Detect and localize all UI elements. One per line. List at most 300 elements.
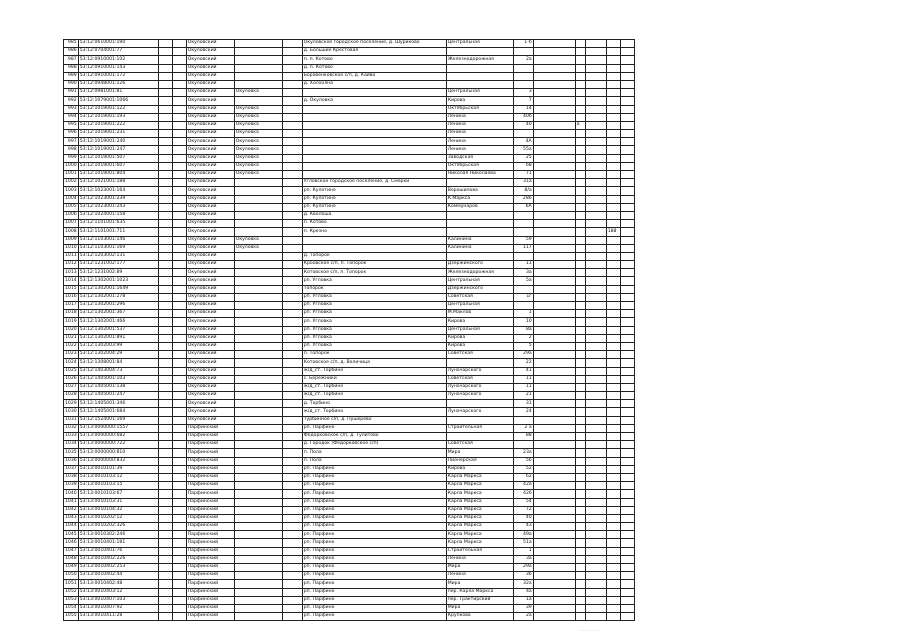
table-cell (575, 64, 585, 72)
table-cell (282, 211, 302, 219)
table-cell: Ленина (446, 146, 513, 154)
table-cell (172, 89, 186, 97)
table-cell: Парфинский (186, 539, 234, 547)
table-cell (585, 596, 606, 604)
table-cell (302, 146, 446, 154)
table-cell: Мира (446, 449, 513, 457)
table-cell (282, 416, 302, 424)
table-cell (282, 367, 302, 375)
table-cell (158, 64, 172, 72)
table-cell: ж/д_ст. Торбино (302, 392, 446, 400)
table-cell: 53:12:1019001:222 (78, 121, 158, 129)
table-cell: 1 (513, 547, 533, 555)
table-cell: Боровёнковское с/п, д. Кайво (302, 72, 446, 80)
table-row (64, 236, 635, 244)
table-cell (620, 302, 634, 310)
table-cell: 53:12:1023001:243 (78, 203, 158, 211)
table-cell (620, 572, 634, 580)
table-cell (575, 531, 585, 539)
table-cell (172, 441, 186, 449)
table-row (64, 121, 635, 129)
table-cell (533, 547, 575, 555)
table-cell: Котовское с/п, д. Воличица (302, 359, 446, 367)
table-row (64, 514, 635, 522)
table-cell: 53:12:1019001:193 (78, 113, 158, 121)
table-cell (234, 48, 282, 56)
table-cell (585, 269, 606, 277)
table-cell (302, 105, 446, 113)
property-table (63, 39, 635, 621)
table-cell (533, 285, 575, 293)
table-cell (575, 310, 585, 318)
table-cell: Окуловка (234, 121, 282, 129)
table-cell: 29а (513, 351, 533, 359)
table-cell (172, 351, 186, 359)
table-cell: 1029 (64, 400, 79, 408)
table-cell (606, 105, 620, 113)
table-cell (533, 302, 575, 310)
table-cell: Мира (446, 564, 513, 572)
table-row (64, 375, 635, 383)
table-cell (620, 171, 634, 179)
table-cell (620, 277, 634, 285)
table-cell: 22 (513, 359, 533, 367)
table-cell: Советская (446, 375, 513, 383)
table-cell (585, 457, 606, 465)
table-cell (620, 310, 634, 318)
table-cell (172, 318, 186, 326)
table-cell (302, 154, 446, 162)
table-cell (282, 604, 302, 612)
table-cell: Карла Маркса (446, 514, 513, 522)
table-cell (172, 359, 186, 367)
table-cell (620, 146, 634, 154)
table-cell (282, 244, 302, 252)
table-cell (158, 531, 172, 539)
table-cell: 1026 (64, 375, 79, 383)
table-cell: Центральная (446, 89, 513, 97)
table-cell (606, 162, 620, 170)
table-cell (620, 465, 634, 473)
table-cell (172, 105, 186, 113)
table-cell (533, 40, 575, 48)
table-cell (585, 334, 606, 342)
table-cell (172, 400, 186, 408)
table-cell (158, 547, 172, 555)
table-cell (533, 236, 575, 244)
table-cell (282, 113, 302, 121)
table-cell: Окуловский (186, 130, 234, 138)
table-cell (302, 89, 446, 97)
table-cell (533, 179, 575, 187)
table-cell (575, 383, 585, 391)
table-cell (606, 408, 620, 416)
table-cell (302, 244, 446, 252)
table-cell (575, 572, 585, 580)
table-cell (606, 555, 620, 563)
table-cell: 11 (513, 375, 533, 383)
table-cell: рп. Парфино (302, 564, 446, 572)
table-cell (533, 64, 575, 72)
table-cell: 1016 (64, 293, 79, 301)
table-cell (234, 195, 282, 203)
table-row (64, 539, 635, 547)
table-cell (575, 179, 585, 187)
table-cell (158, 375, 172, 383)
table-cell (172, 572, 186, 580)
table-cell (620, 130, 634, 138)
table-cell: 29а (513, 564, 533, 572)
table-cell: Окуловский (186, 203, 234, 211)
table-cell (533, 490, 575, 498)
table-cell: 2 (513, 334, 533, 342)
table-cell (158, 490, 172, 498)
table-cell (575, 482, 585, 490)
table-cell: Парфинский (186, 498, 234, 506)
table-cell (234, 408, 282, 416)
table-row (64, 351, 635, 359)
table-cell (158, 400, 172, 408)
table-row (64, 596, 635, 604)
table-cell: 53:13:0010103:15 (78, 482, 158, 490)
table-cell (606, 416, 620, 424)
table-cell: 987 (64, 56, 79, 64)
table-cell (620, 531, 634, 539)
table-cell (172, 146, 186, 154)
table-cell: 53:13:0010402:253 (78, 564, 158, 572)
table-cell (234, 465, 282, 473)
table-cell (533, 408, 575, 416)
table-cell: Окуловский (186, 162, 234, 170)
table-cell (282, 555, 302, 563)
table-row (64, 64, 635, 72)
table-cell: 1040 (64, 490, 79, 498)
table-cell (234, 482, 282, 490)
table-cell: 53:13:0010202:12 (78, 514, 158, 522)
table-cell (606, 383, 620, 391)
table-cell (158, 506, 172, 514)
table-cell (234, 449, 282, 457)
table-cell: 1041 (64, 498, 79, 506)
table-cell: Кирова (446, 465, 513, 473)
table-cell: 1013 (64, 269, 79, 277)
table-cell: 53:12:1019001:804 (78, 171, 158, 179)
table-cell: Парфинский (186, 604, 234, 612)
table-cell: 53:12:1203002:131 (78, 252, 158, 260)
table-cell (158, 220, 172, 228)
table-cell (575, 498, 585, 506)
table-cell (513, 48, 533, 56)
table-cell (282, 187, 302, 195)
table-cell (234, 342, 282, 350)
table-cell (158, 203, 172, 211)
table-cell (302, 121, 446, 129)
table-cell (606, 302, 620, 310)
table-cell: 1004 (64, 195, 79, 203)
table-cell (620, 285, 634, 293)
table-cell (606, 146, 620, 154)
table-cell: Окуловский (186, 40, 234, 48)
table-cell (606, 277, 620, 285)
table-cell: Ворошилова (446, 187, 513, 195)
table-cell (533, 359, 575, 367)
table-cell (620, 80, 634, 88)
table-cell: Окуловский (186, 171, 234, 179)
table-cell: Луначарского (446, 367, 513, 375)
table-cell (533, 465, 575, 473)
table-cell: Парфинский (186, 482, 234, 490)
table-cell (172, 392, 186, 400)
table-cell (172, 547, 186, 555)
table-cell (620, 383, 634, 391)
table-cell (575, 162, 585, 170)
table-cell: Парфинский (186, 449, 234, 457)
table-cell (234, 531, 282, 539)
table-cell: 53:13:0010403:12 (78, 588, 158, 596)
table-cell (575, 547, 585, 555)
table-cell (513, 416, 533, 424)
table-cell (585, 72, 606, 80)
table-cell (172, 498, 186, 506)
table-cell: 32а (513, 580, 533, 588)
table-cell (585, 171, 606, 179)
table-cell (585, 473, 606, 481)
table-cell (606, 97, 620, 105)
table-cell (620, 220, 634, 228)
table-cell (533, 72, 575, 80)
table-cell (620, 400, 634, 408)
table-cell (282, 228, 302, 236)
table-cell (282, 596, 302, 604)
table-cell: Ленина (446, 121, 513, 129)
table-cell (282, 588, 302, 596)
table-cell (606, 473, 620, 481)
table-cell: 1050 (64, 572, 79, 580)
table-cell: 989 (64, 72, 79, 80)
table-cell: Октябрьская (446, 105, 513, 113)
table-cell (533, 187, 575, 195)
table-cell (533, 89, 575, 97)
table-cell (234, 293, 282, 301)
table-cell (585, 465, 606, 473)
table-cell: 1047 (64, 547, 79, 555)
table-cell: Окуловский (186, 89, 234, 97)
table-cell: 53:12:1302003:99 (78, 342, 158, 350)
table-cell (446, 400, 513, 408)
table-row (64, 359, 635, 367)
table-cell: 53:12:1302001:367 (78, 310, 158, 318)
table-cell (620, 580, 634, 588)
table-cell: 991 (64, 89, 79, 97)
table-cell: 36 (513, 572, 533, 580)
table-cell: 1015 (64, 285, 79, 293)
table-cell: 68 (513, 162, 533, 170)
table-cell: 1048 (64, 555, 79, 563)
table-cell (234, 318, 282, 326)
table-cell: 2а (513, 613, 533, 621)
table-cell (620, 56, 634, 64)
table-cell: 39 (513, 604, 533, 612)
table-row (64, 383, 635, 391)
table-cell (446, 433, 513, 441)
table-cell (620, 244, 634, 252)
table-cell (606, 351, 620, 359)
table-cell (533, 482, 575, 490)
table-cell: рп. Парфино (302, 490, 446, 498)
table-cell (585, 146, 606, 154)
table-cell (172, 162, 186, 170)
table-cell: Советская (446, 293, 513, 301)
table-cell (575, 203, 585, 211)
table-cell (575, 326, 585, 334)
table-cell (575, 580, 585, 588)
table-cell (158, 72, 172, 80)
table-cell (575, 449, 585, 457)
table-cell (533, 80, 575, 88)
table-cell (585, 400, 606, 408)
table-cell: Луначарского (446, 392, 513, 400)
table-cell: Окуловский (186, 72, 234, 80)
table-cell: К.Маркса (446, 195, 513, 203)
table-cell: Парфинский (186, 441, 234, 449)
table-row (64, 416, 635, 424)
table-cell (620, 236, 634, 244)
table-cell (234, 490, 282, 498)
table-cell (234, 72, 282, 80)
table-cell (234, 596, 282, 604)
table-cell (585, 48, 606, 56)
table-cell (620, 89, 634, 97)
scan-footer-noise: · · · · · · · · (580, 628, 600, 633)
table-cell (158, 105, 172, 113)
table-cell: Окуловский (186, 326, 234, 334)
table-row (64, 72, 635, 80)
table-cell: Окуловское городское поселение, д. Шуриково (302, 40, 446, 48)
table-cell: рп. Парфино (302, 514, 446, 522)
table-cell (575, 433, 585, 441)
table-cell: 53:12:1302001:891 (78, 334, 158, 342)
table-cell: 49а (513, 531, 533, 539)
table-cell (158, 334, 172, 342)
table-cell (158, 580, 172, 588)
table-cell: рп. Угловка (302, 310, 446, 318)
table-row (64, 604, 635, 612)
table-cell (158, 326, 172, 334)
table-cell: пер. Трактирский (446, 596, 513, 604)
table-cell: Окуловский (186, 285, 234, 293)
table-cell (234, 269, 282, 277)
table-cell: Окуловский (186, 146, 234, 154)
table-cell (302, 162, 446, 170)
table-cell (606, 367, 620, 375)
table-cell: 53:13:0010302:246 (78, 531, 158, 539)
table-cell (158, 482, 172, 490)
table-cell: 53:12:1524001:169 (78, 416, 158, 424)
table-cell (172, 564, 186, 572)
table-cell (585, 113, 606, 121)
table-cell: д. Окуловка (302, 97, 446, 105)
table-cell (620, 138, 634, 146)
table-cell: Строительная (446, 547, 513, 555)
table-cell (158, 80, 172, 88)
table-cell: Кирова (446, 97, 513, 105)
table-cell (533, 416, 575, 424)
table-cell (585, 572, 606, 580)
table-cell (282, 465, 302, 473)
table-cell: Николая Николаева (446, 171, 513, 179)
table-cell: 53:13:0000000:722 (78, 441, 158, 449)
table-cell (282, 433, 302, 441)
table-cell: рп. Угловка (302, 277, 446, 285)
table-cell: 990 (64, 80, 79, 88)
table-cell: Окуловский (186, 187, 234, 195)
table-cell (620, 72, 634, 80)
table-row (64, 441, 635, 449)
table-cell (620, 490, 634, 498)
table-cell (606, 334, 620, 342)
table-cell (585, 80, 606, 88)
table-row (64, 490, 635, 498)
table-cell (575, 564, 585, 572)
table-cell (234, 416, 282, 424)
table-cell (585, 383, 606, 391)
table-cell (575, 195, 585, 203)
table-cell (158, 441, 172, 449)
table-cell: Карла Маркса (446, 498, 513, 506)
table-cell (158, 416, 172, 424)
table-cell (234, 220, 282, 228)
table-cell (282, 547, 302, 555)
table-cell (533, 523, 575, 531)
table-cell (234, 97, 282, 105)
table-cell: 3 (513, 89, 533, 97)
table-cell: 41 (513, 367, 533, 375)
table-cell (585, 121, 606, 129)
table-cell (575, 80, 585, 88)
table-cell (282, 424, 302, 432)
table-cell (575, 342, 585, 350)
table-cell: Коммунаров (446, 203, 513, 211)
table-cell: Окуловский (186, 302, 234, 310)
table-cell (282, 342, 302, 350)
table-cell (172, 457, 186, 465)
table-cell: Окуловский (186, 138, 234, 146)
table-row (64, 80, 635, 88)
table-cell: Котовское с/п, п. Топорок (302, 269, 446, 277)
table-cell (234, 433, 282, 441)
table-cell: 1023 (64, 351, 79, 359)
table-cell: Пионерская (446, 457, 513, 465)
table-cell (533, 473, 575, 481)
table-cell: 42б (513, 490, 533, 498)
table-cell (533, 555, 575, 563)
table-cell (606, 490, 620, 498)
table-cell (620, 596, 634, 604)
table-cell (282, 72, 302, 80)
table-cell (282, 613, 302, 621)
table-cell: 5а (513, 277, 533, 285)
table-cell (585, 433, 606, 441)
table-cell: 1019 (64, 318, 79, 326)
table-cell: 53:12:1101001:635 (78, 220, 158, 228)
table-cell (234, 359, 282, 367)
table-cell (533, 424, 575, 432)
table-cell (533, 269, 575, 277)
table-row (64, 211, 635, 219)
table-cell (533, 310, 575, 318)
table-row (64, 326, 635, 334)
table-cell (234, 211, 282, 219)
